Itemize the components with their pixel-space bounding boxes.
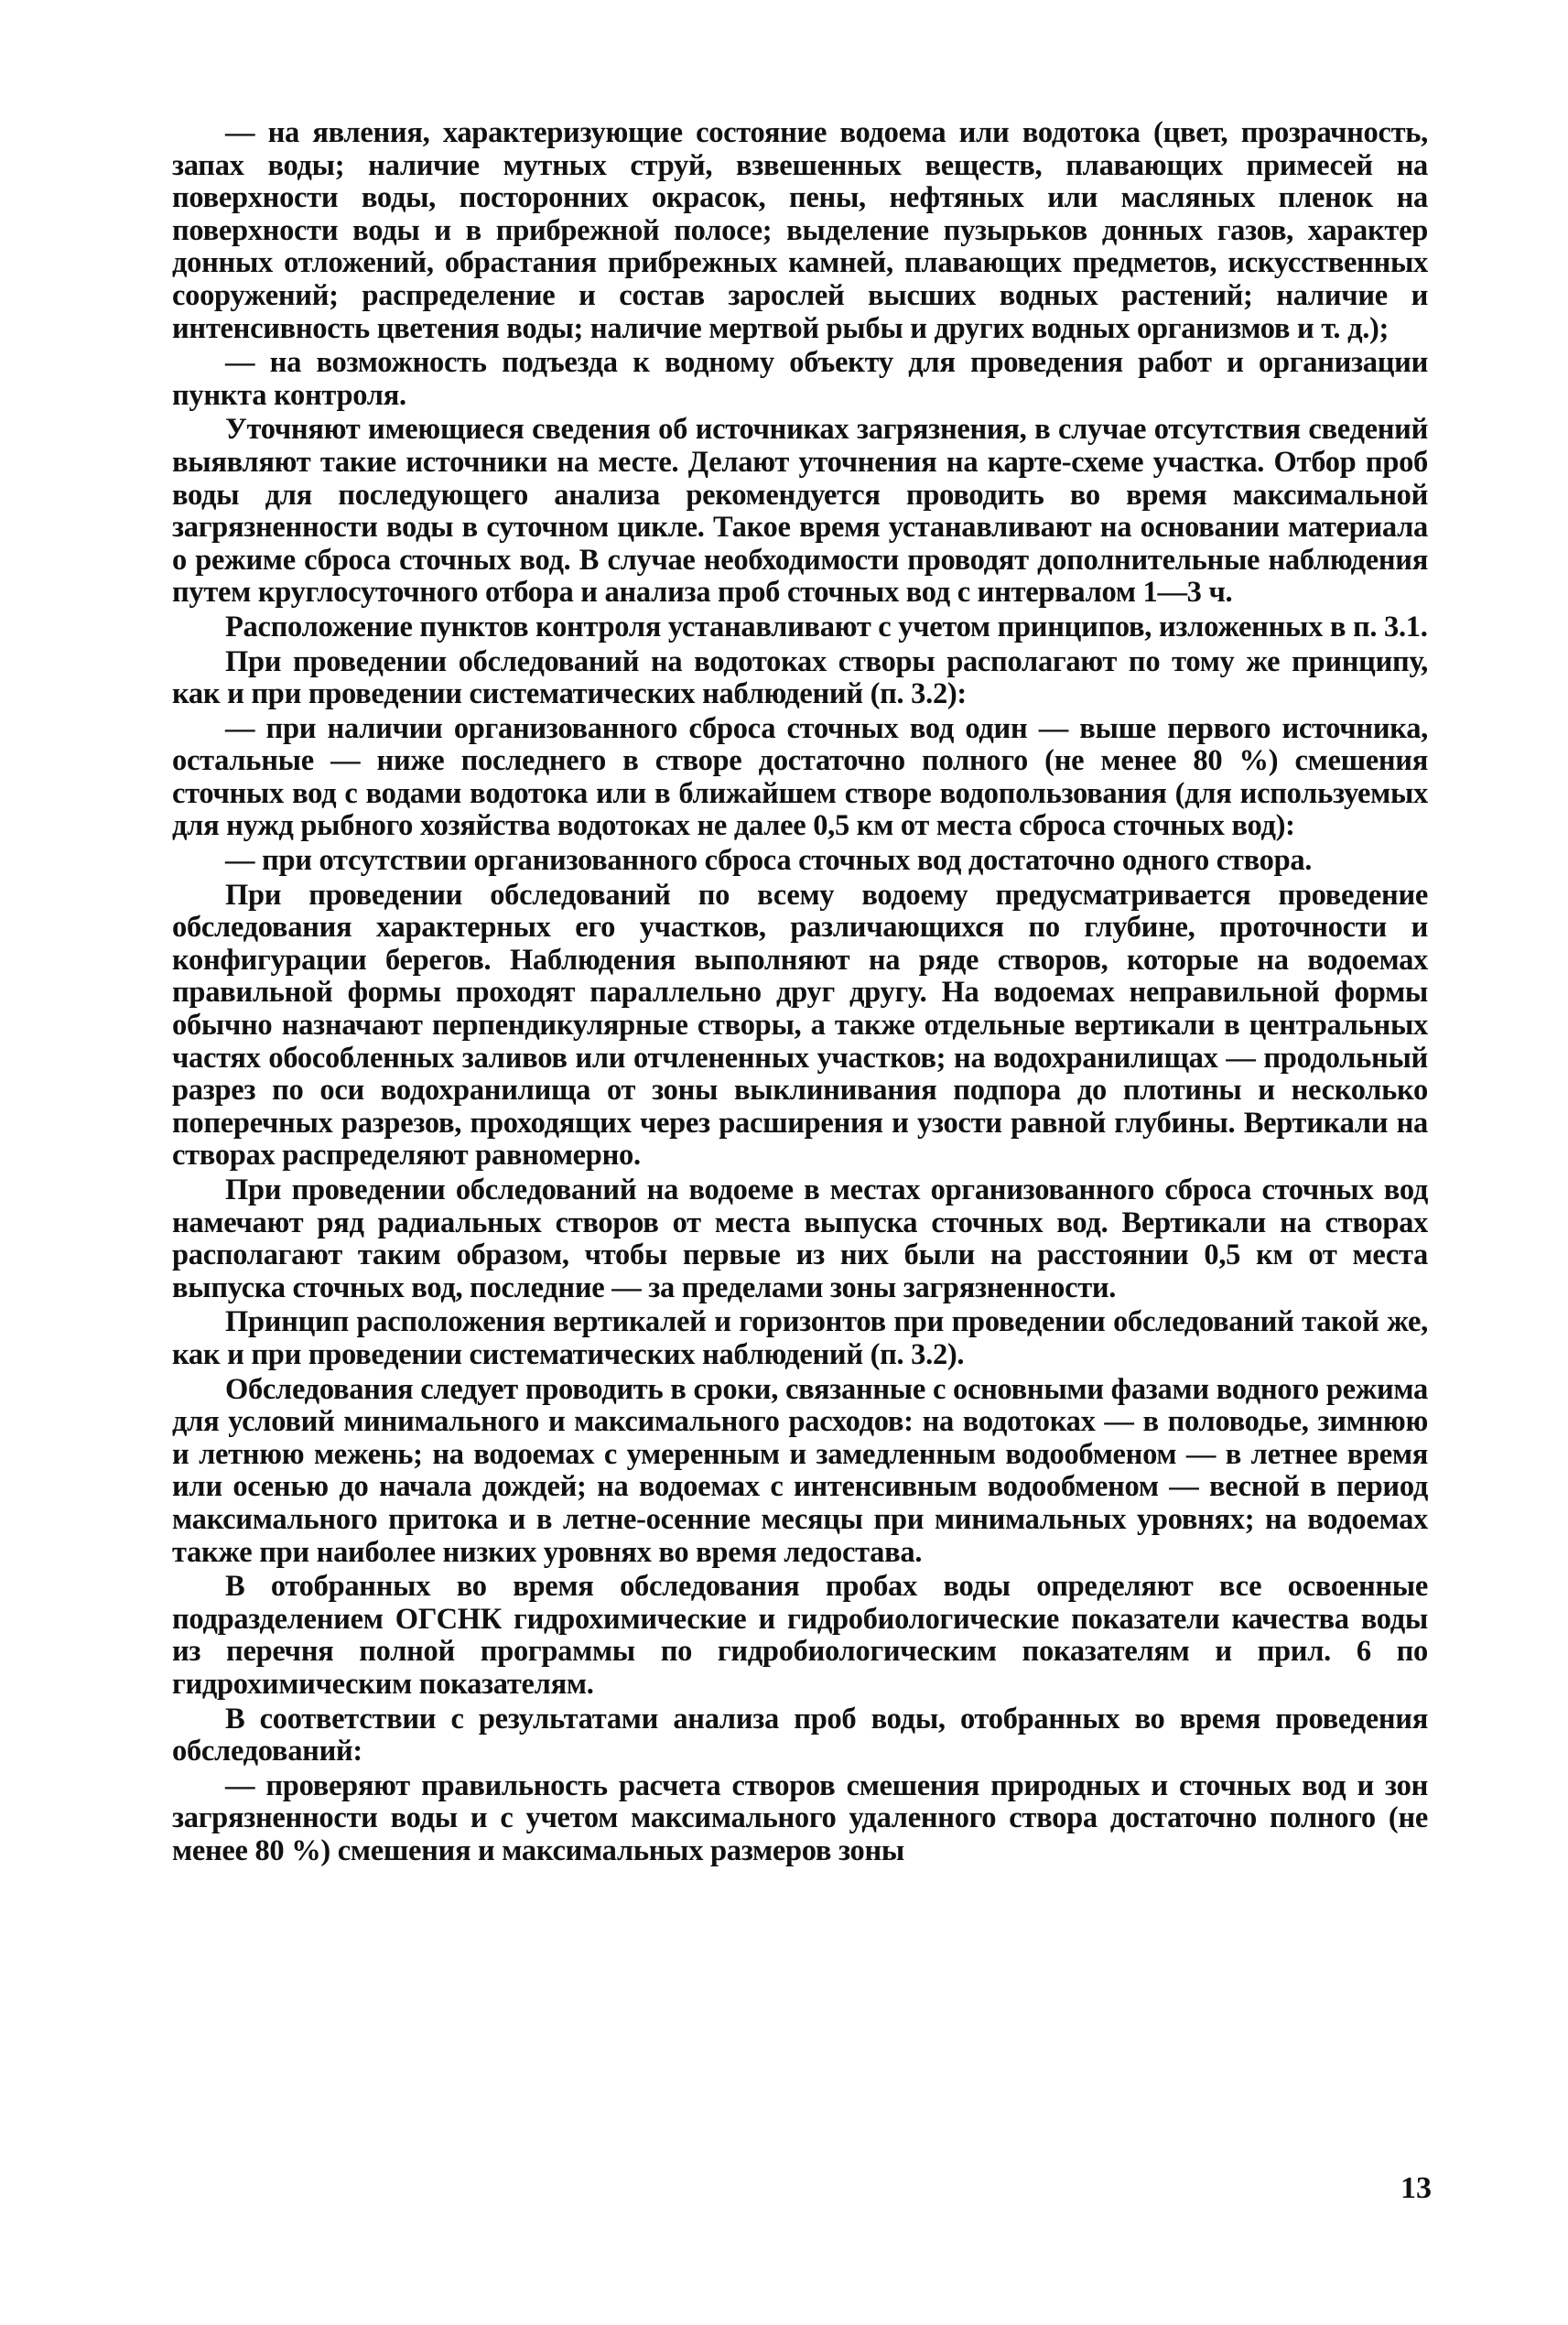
paragraph: — проверяют правильность расчета створов смешения природных и сточных вод и зон загрязненности воды и с учетом максимального удаленного створа достаточно полного (не менее 80 %) смешения и максимальных размеров зоны (172, 1768, 1428, 1867)
paragraph: Уточняют имеющиеся сведения об источниках загрязнения, в случае отсутствия сведений выявляют такие источники на месте. Делают уточнения на карте-схеме участка. Отбор проб воды для последующего анализа рекомендуется проводить во время максимальной загрязненности воды в суточном цикле. Такое время устанавливают на основании материала о режиме сброса сточных вод. В случае необходимости проводят дополнительные наблюдения путем круглосуточного отбора и анализа проб сточных вод с интервалом 1—3 ч. (172, 413, 1428, 610)
paragraph: В отобранных во время обследования пробах воды определяют все освоенные подразделением ОГСНК гидрохимические и гидробиологические показатели качества воды из перечня полной программы по гидробиологическим показателям и прил. 6 по гидрохимическим показателям. (172, 1570, 1428, 1701)
page-number: 13 (1400, 2171, 1432, 2205)
paragraph: При проведении обследований по всему водоему предусматривается проведение обследования характерных его участков, различающихся по глубине, проточности и конфигурации берегов. Наблюдения выполняют на ряде створов, которые на водоемах правильной формы проходят параллельно друг другу. На водоемах неправильной формы обычно назначают перпендикулярные створы, а также отдельные вертикали в центральных частях обособленных заливов или отчлененных участков; на водохранилищах — продольный разрез по оси водохранилища от зоны выклинивания подпора до плотины и несколько поперечных разрезов, проходящих через расширения и узости равной глубины. Вертикали на створах распределяют равномерно. (172, 878, 1428, 1173)
paragraph: — при отсутствии организованного сброса сточных вод достаточно одного створа. (225, 844, 1313, 878)
paragraph: При проведении обследований на водотоках створы располагают по тому же принципу, как и при проведении систематических наблюдений (п. 3.2): (172, 644, 1428, 711)
paragraph: В соответствии с результатами анализа проб воды, отобранных во время проведения обследований: (172, 1702, 1428, 1768)
paragraph: — на возможность подъезда к водному объекту для проведения работ и организации пункта контроля. (172, 346, 1428, 412)
paragraph: — на явления, характеризующие состояние водоема или водотока (цвет, прозрачность, запах воды; наличие мутных струй, взвешенных веществ, плавающих примесей на поверхности воды, посторонних окрасок, пены, нефтяных или масляных пленок на поверхности воды и в прибрежной полосе; выделение пузырьков донных газов, характер донных отложений, обрастания прибрежных камней, плавающих предметов, искусственных сооружений; распределение и состав зарослей высших водных растений; наличие и интенсивность цветения воды; наличие мертвой рыбы и других водных организмов и т. д.); (172, 116, 1428, 345)
paragraph: — при наличии организованного сброса сточных вод один — выше первого источника, остальные — ниже последнего в створе достаточно полного (не менее 80 %) смешения сточных вод с водами водотока или в ближайшем створе водопользования (для используемых для нужд рыбного хозяйства водотоках не далее 0,5 км от места сброса сточных вод): (172, 711, 1428, 843)
paragraph: Расположение пунктов контроля устанавливают с учетом принципов, изложенных в п. 3.1. (225, 610, 1428, 643)
paragraph: При проведении обследований на водоеме в местах организованного сброса сточных вод намечают ряд радиальных створов от места выпуска сточных вод. Вертикали на створах располагают таким образом, чтобы первые из них были на расстоянии 0,5 км от места выпуска сточных вод, последние — за пределами зоны загрязненности. (172, 1173, 1428, 1304)
paragraph: Обследования следует проводить в сроки, связанные с основными фазами водного режима для условий минимального и максимального расходов: на водотоках — в половодье, зимнюю и летнюю межень; на водоемах с умеренным и замедленным водообменом — в летнее время или осенью до начала дождей; на водоемах с интенсивным водообменом — весной в период максимального притока и в летне-осенние месяцы при минимальных уровнях; на водоемах также при наиболее низких уровнях во время ледостава. (172, 1372, 1428, 1569)
paragraph: Принцип расположения вертикалей и горизонтов при проведении обследований такой же, как и при проведении систематических наблюдений (п. 3.2). (172, 1305, 1428, 1371)
document-body (172, 117, 1428, 1869)
